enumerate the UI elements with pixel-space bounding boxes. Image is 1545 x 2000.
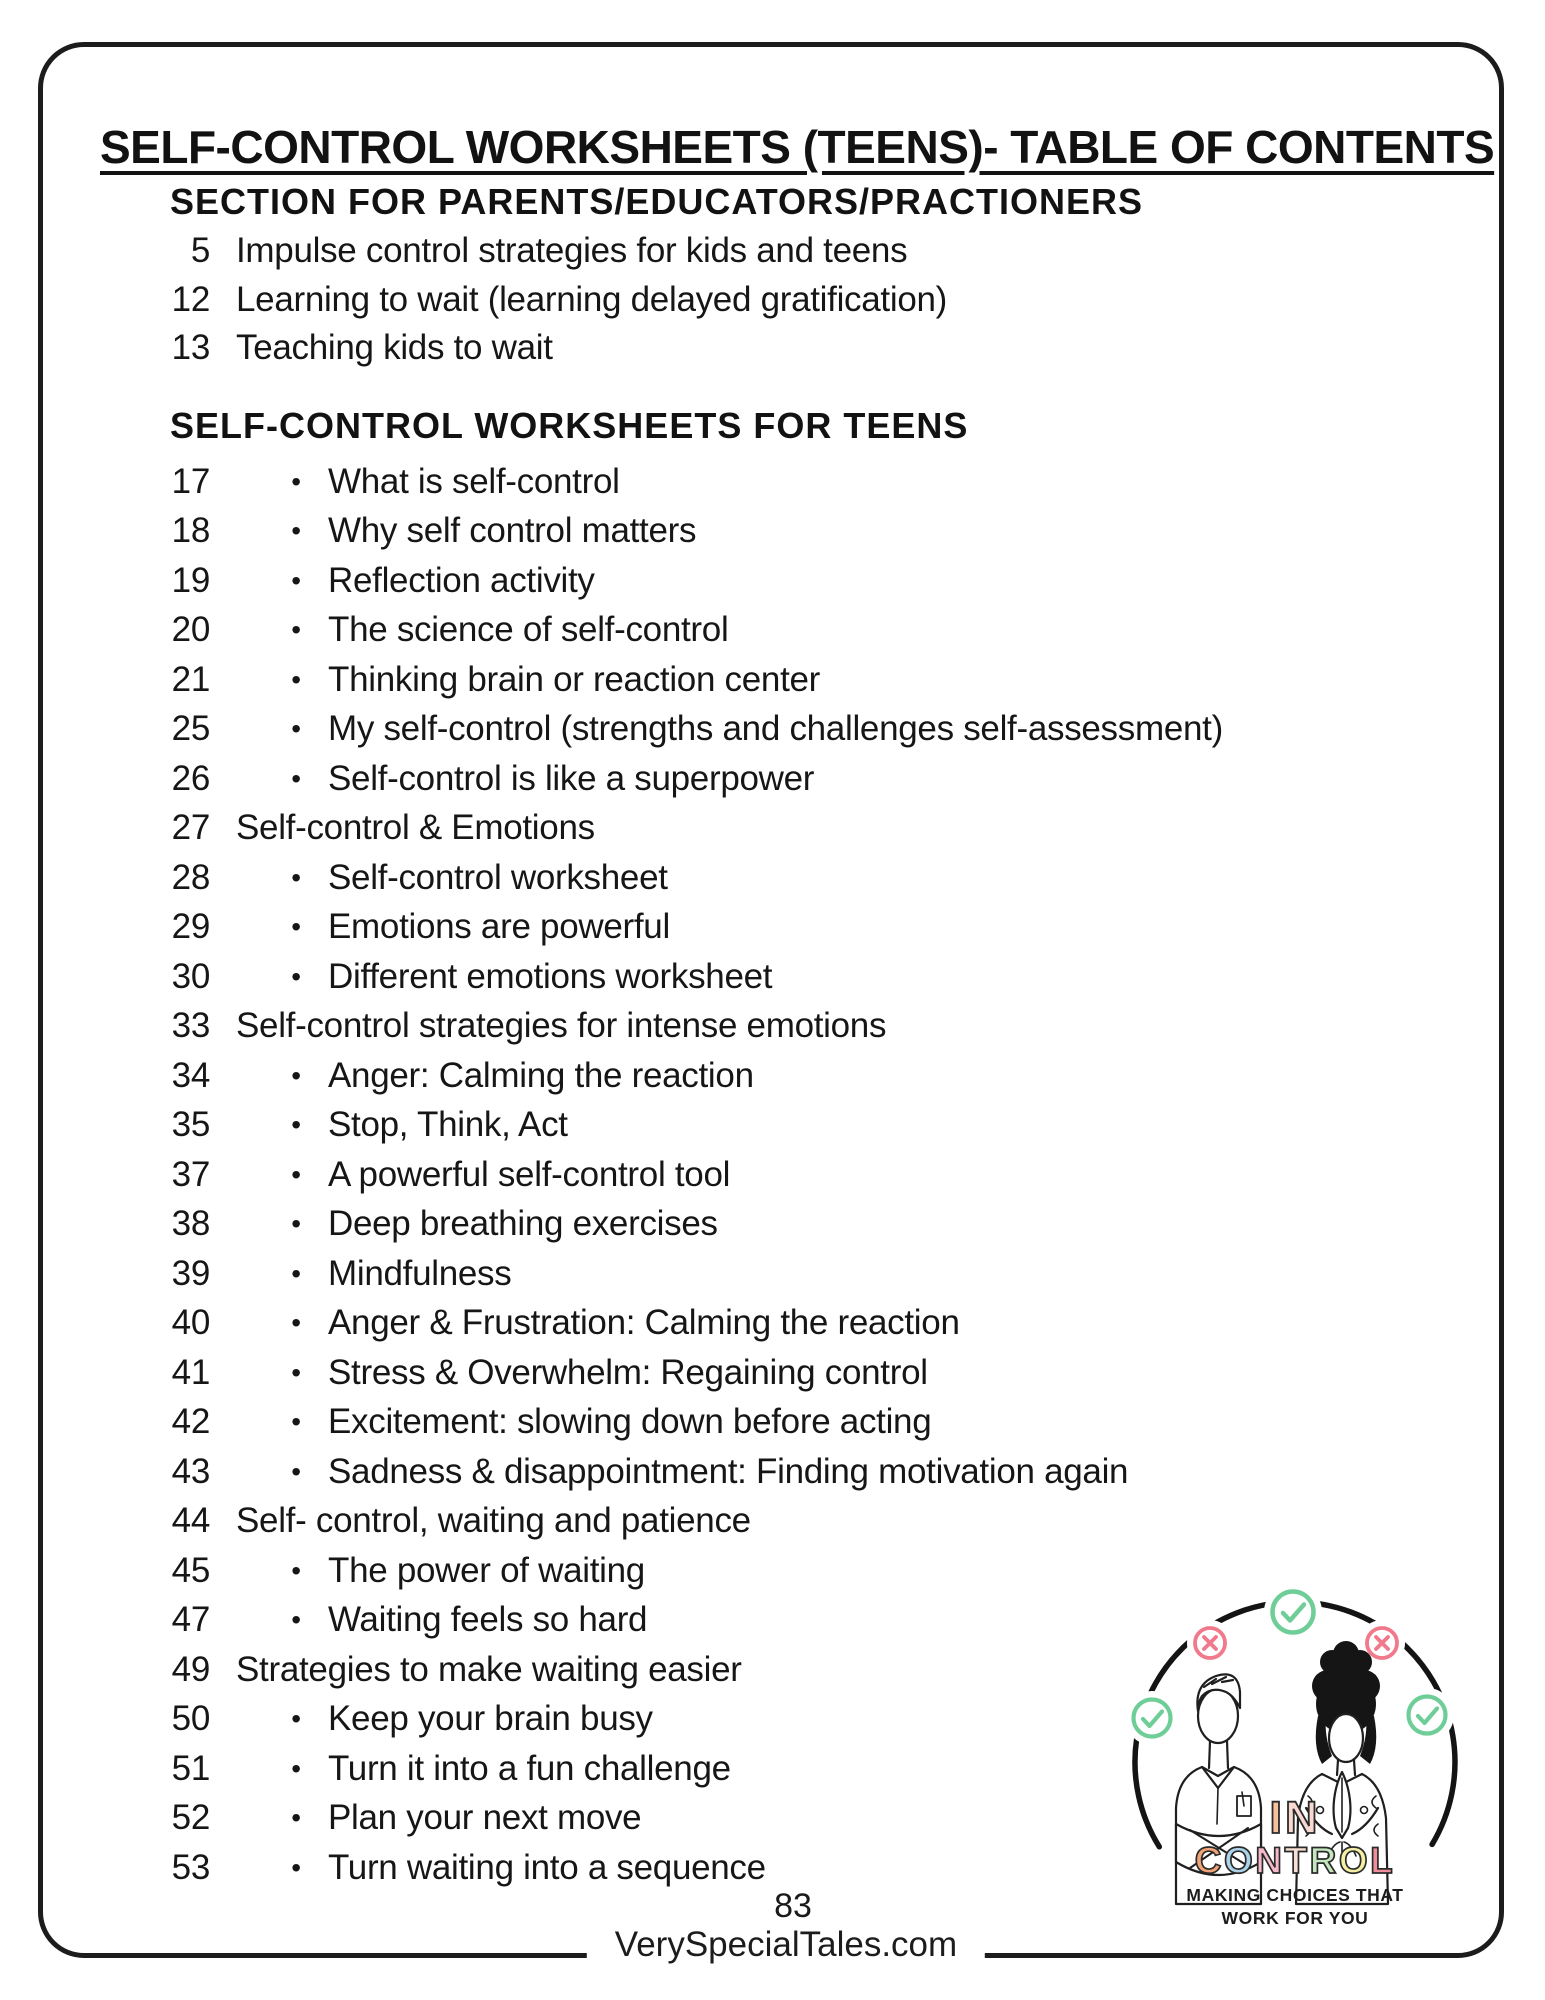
toc-entry-title: Waiting feels so hard (328, 1600, 648, 1640)
toc-entry-title: Deep breathing exercises (328, 1204, 718, 1244)
logo-letter: O (1223, 1840, 1256, 1881)
x-icon (1367, 1628, 1397, 1658)
toc-entry (100, 1794, 1223, 1844)
toc-entry-title: The power of waiting (328, 1550, 645, 1590)
toc-entry-page-number: 30 (171, 956, 210, 996)
worksheet-page (38, 42, 1504, 1964)
toc-entry-page-number: 40 (171, 1303, 210, 1343)
bullet-icon: • (291, 1406, 301, 1438)
logo-word-control (1100, 1840, 1490, 1882)
toc-entry (100, 1398, 1223, 1448)
toc-entry (100, 903, 1223, 953)
toc-entry (100, 1051, 1223, 1101)
toc-entry-page-number: 17 (171, 461, 210, 501)
toc-entry-page-number: 52 (171, 1798, 210, 1838)
toc-entry (100, 1002, 1223, 1052)
toc-entry-title: Anger: Calming the reaction (328, 1055, 754, 1095)
toc-entry-title: My self-control (strengths and challenges self-assessment) (328, 709, 1223, 749)
bullet-icon: • (291, 1257, 301, 1289)
toc-entry-page-number: 42 (171, 1402, 210, 1442)
logo-tagline (1100, 1884, 1490, 1930)
bullet-icon: • (291, 1455, 301, 1487)
toc-entry (100, 754, 1223, 804)
toc-entry-page-number: 41 (171, 1352, 210, 1392)
toc-entry-title: Learning to wait (learning delayed gratification) (236, 279, 948, 319)
toc-entry-title: Reflection activity (328, 560, 595, 600)
toc-entry-title: Turn waiting into a sequence (328, 1847, 766, 1887)
toc-entry-page-number: 34 (171, 1055, 210, 1095)
toc-entry (100, 606, 1223, 656)
toc-entry-title: The science of self-control (328, 610, 729, 650)
bullet-icon: • (291, 465, 301, 497)
page-number: 83 (774, 1887, 812, 1925)
toc-entry (100, 1348, 1223, 1398)
toc-entry-title: Impulse control strategies for kids and teens (236, 231, 908, 271)
toc-entry-page-number: 25 (171, 709, 210, 749)
bullet-icon: • (291, 1059, 301, 1091)
logo-tagline-line2: WORK FOR YOU (1221, 1907, 1369, 1928)
bullet-icon: • (291, 1851, 301, 1883)
bullet-icon: • (291, 1802, 301, 1834)
toc-entry-title: A powerful self-control tool (328, 1154, 731, 1194)
toc-entry-page-number: 26 (171, 758, 210, 798)
in-control-logo (1080, 1556, 1470, 1956)
logo-letter: I (1269, 1792, 1285, 1843)
toc-entry-page-number: 50 (171, 1699, 210, 1739)
toc-entry (100, 556, 1223, 606)
check-icon (1134, 1700, 1171, 1737)
toc-entry-page-number: 35 (171, 1105, 210, 1145)
toc-entry-page-number: 27 (171, 808, 210, 848)
bullet-icon: • (291, 713, 301, 745)
bullet-icon: • (291, 614, 301, 646)
toc-entry (100, 507, 1223, 557)
bullet-icon: • (291, 1158, 301, 1190)
logo-tagline-line1: MAKING CHOICES THAT (1186, 1885, 1404, 1905)
toc-entry (100, 1249, 1223, 1299)
logo-letter: R (1309, 1840, 1339, 1881)
toc-entry-page-number: 51 (171, 1748, 210, 1788)
bullet-icon: • (291, 1752, 301, 1784)
logo-letter: T (1284, 1840, 1310, 1881)
toc-entry-title: What is self-control (328, 461, 620, 501)
toc-entry-title: Thinking brain or reaction center (328, 659, 821, 699)
toc-entry (100, 705, 1223, 755)
bullet-icon: • (291, 1604, 301, 1636)
toc-entry-page-number: 5 (190, 231, 210, 271)
bullet-icon: • (291, 1554, 301, 1586)
logo-letter: L (1370, 1840, 1396, 1881)
toc-entry-title: Different emotions worksheet (328, 956, 773, 996)
toc-entry (100, 1645, 1223, 1695)
logo-letter: C (1194, 1840, 1224, 1881)
toc-entry (100, 1695, 1223, 1745)
logo-letter: N (1285, 1792, 1321, 1843)
toc-entry-page-number: 20 (171, 610, 210, 650)
section-heading: SELF-CONTROL WORKSHEETS FOR TEENS (170, 405, 969, 446)
toc-entry-title: Mindfulness (328, 1253, 512, 1293)
toc-entry-page-number: 19 (171, 560, 210, 600)
toc-entry-title: Turn it into a fun challenge (328, 1748, 731, 1788)
toc-entry-title: Strategies to make waiting easier (236, 1649, 742, 1689)
toc-entry-title: Why self control matters (328, 511, 697, 551)
bullet-icon: • (291, 1307, 301, 1339)
toc-entry-page-number: 21 (171, 659, 210, 699)
toc-entry-page-number: 45 (171, 1550, 210, 1590)
toc-entry-page-number: 44 (171, 1501, 210, 1541)
toc-entry (100, 853, 1223, 903)
toc-entry-title: Emotions are powerful (328, 907, 670, 947)
toc-entry (100, 1497, 1223, 1547)
bullet-icon: • (291, 564, 301, 596)
toc-entry-title: Sadness & disappointment: Finding motivation again (328, 1451, 1129, 1491)
bullet-icon: • (291, 663, 301, 695)
toc-entry (100, 1843, 1223, 1893)
toc-entry-title: Plan your next move (328, 1798, 642, 1838)
toc-entry (100, 227, 1143, 276)
toc-entry-page-number: 13 (171, 328, 210, 368)
toc-entry-title: Self-control strategies for intense emotions (236, 1006, 887, 1046)
toc-entry (100, 1447, 1223, 1497)
toc-entry (100, 952, 1223, 1002)
toc-entry-page-number: 49 (171, 1649, 210, 1689)
toc-entry (100, 324, 1143, 373)
bullet-icon: • (291, 911, 301, 943)
logo-word-in (1100, 1792, 1490, 1844)
toc-entry-title: Self-control & Emotions (236, 808, 595, 848)
toc-entry-page-number: 37 (171, 1154, 210, 1194)
toc-section (100, 405, 1223, 1893)
bullet-icon: • (291, 762, 301, 794)
toc-entry-title: Keep your brain busy (328, 1699, 653, 1739)
bullet-icon: • (291, 1356, 301, 1388)
toc-entry-title: Teaching kids to wait (236, 328, 553, 368)
check-icon (1273, 1592, 1314, 1633)
toc-entry (100, 1546, 1223, 1596)
toc-entry-title: Anger & Frustration: Calming the reaction (328, 1303, 960, 1343)
toc-entry-title: Self- control, waiting and patience (236, 1501, 751, 1541)
toc-entry-title: Self-control is like a superpower (328, 758, 815, 798)
toc-entry (100, 1596, 1223, 1646)
bullet-icon: • (291, 960, 301, 992)
toc-entry (100, 1744, 1223, 1794)
toc-entry-page-number: 33 (171, 1006, 210, 1046)
toc-entry-page-number: 18 (171, 511, 210, 551)
toc-entry-page-number: 47 (171, 1600, 210, 1640)
bullet-icon: • (291, 861, 301, 893)
toc-entry-page-number: 39 (171, 1253, 210, 1293)
x-icon (1195, 1628, 1225, 1658)
toc-entry (100, 276, 1143, 325)
toc-entry (100, 457, 1223, 507)
toc-entry (100, 1299, 1223, 1349)
toc-entry (100, 804, 1223, 854)
toc-entry-title: Self-control worksheet (328, 857, 668, 897)
bullet-icon: • (291, 1703, 301, 1735)
toc-entry-title: Stop, Think, Act (328, 1105, 568, 1145)
toc-entry-page-number: 12 (171, 279, 210, 319)
toc-entry-page-number: 28 (171, 857, 210, 897)
toc-entry-page-number: 43 (171, 1451, 210, 1491)
toc-entry-title: Excitement: slowing down before acting (328, 1402, 932, 1442)
logo-letter: N (1255, 1840, 1285, 1881)
logo-letter: O (1338, 1840, 1371, 1881)
page-title: SELF-CONTROL WORKSHEETS (TEENS)- TABLE OF CONTENTS (100, 120, 1495, 173)
toc-entry-page-number: 38 (171, 1204, 210, 1244)
footer-website: VerySpecialTales.com (587, 1925, 985, 1965)
bullet-icon: • (291, 1208, 301, 1240)
toc-entry (100, 1200, 1223, 1250)
section-heading: SECTION FOR PARENTS/EDUCATORS/PRACTIONERS (170, 181, 1144, 222)
toc-entry-page-number: 29 (171, 907, 210, 947)
toc-entry (100, 1101, 1223, 1151)
check-icon (1409, 1697, 1446, 1734)
toc-entry (100, 655, 1223, 705)
toc-entry (100, 1150, 1223, 1200)
toc-entry-title: Stress & Overwhelm: Regaining control (328, 1352, 928, 1392)
toc-section (100, 181, 1143, 373)
bullet-icon: • (291, 1109, 301, 1141)
bullet-icon: • (291, 515, 301, 547)
toc-entry-page-number: 53 (171, 1847, 210, 1887)
